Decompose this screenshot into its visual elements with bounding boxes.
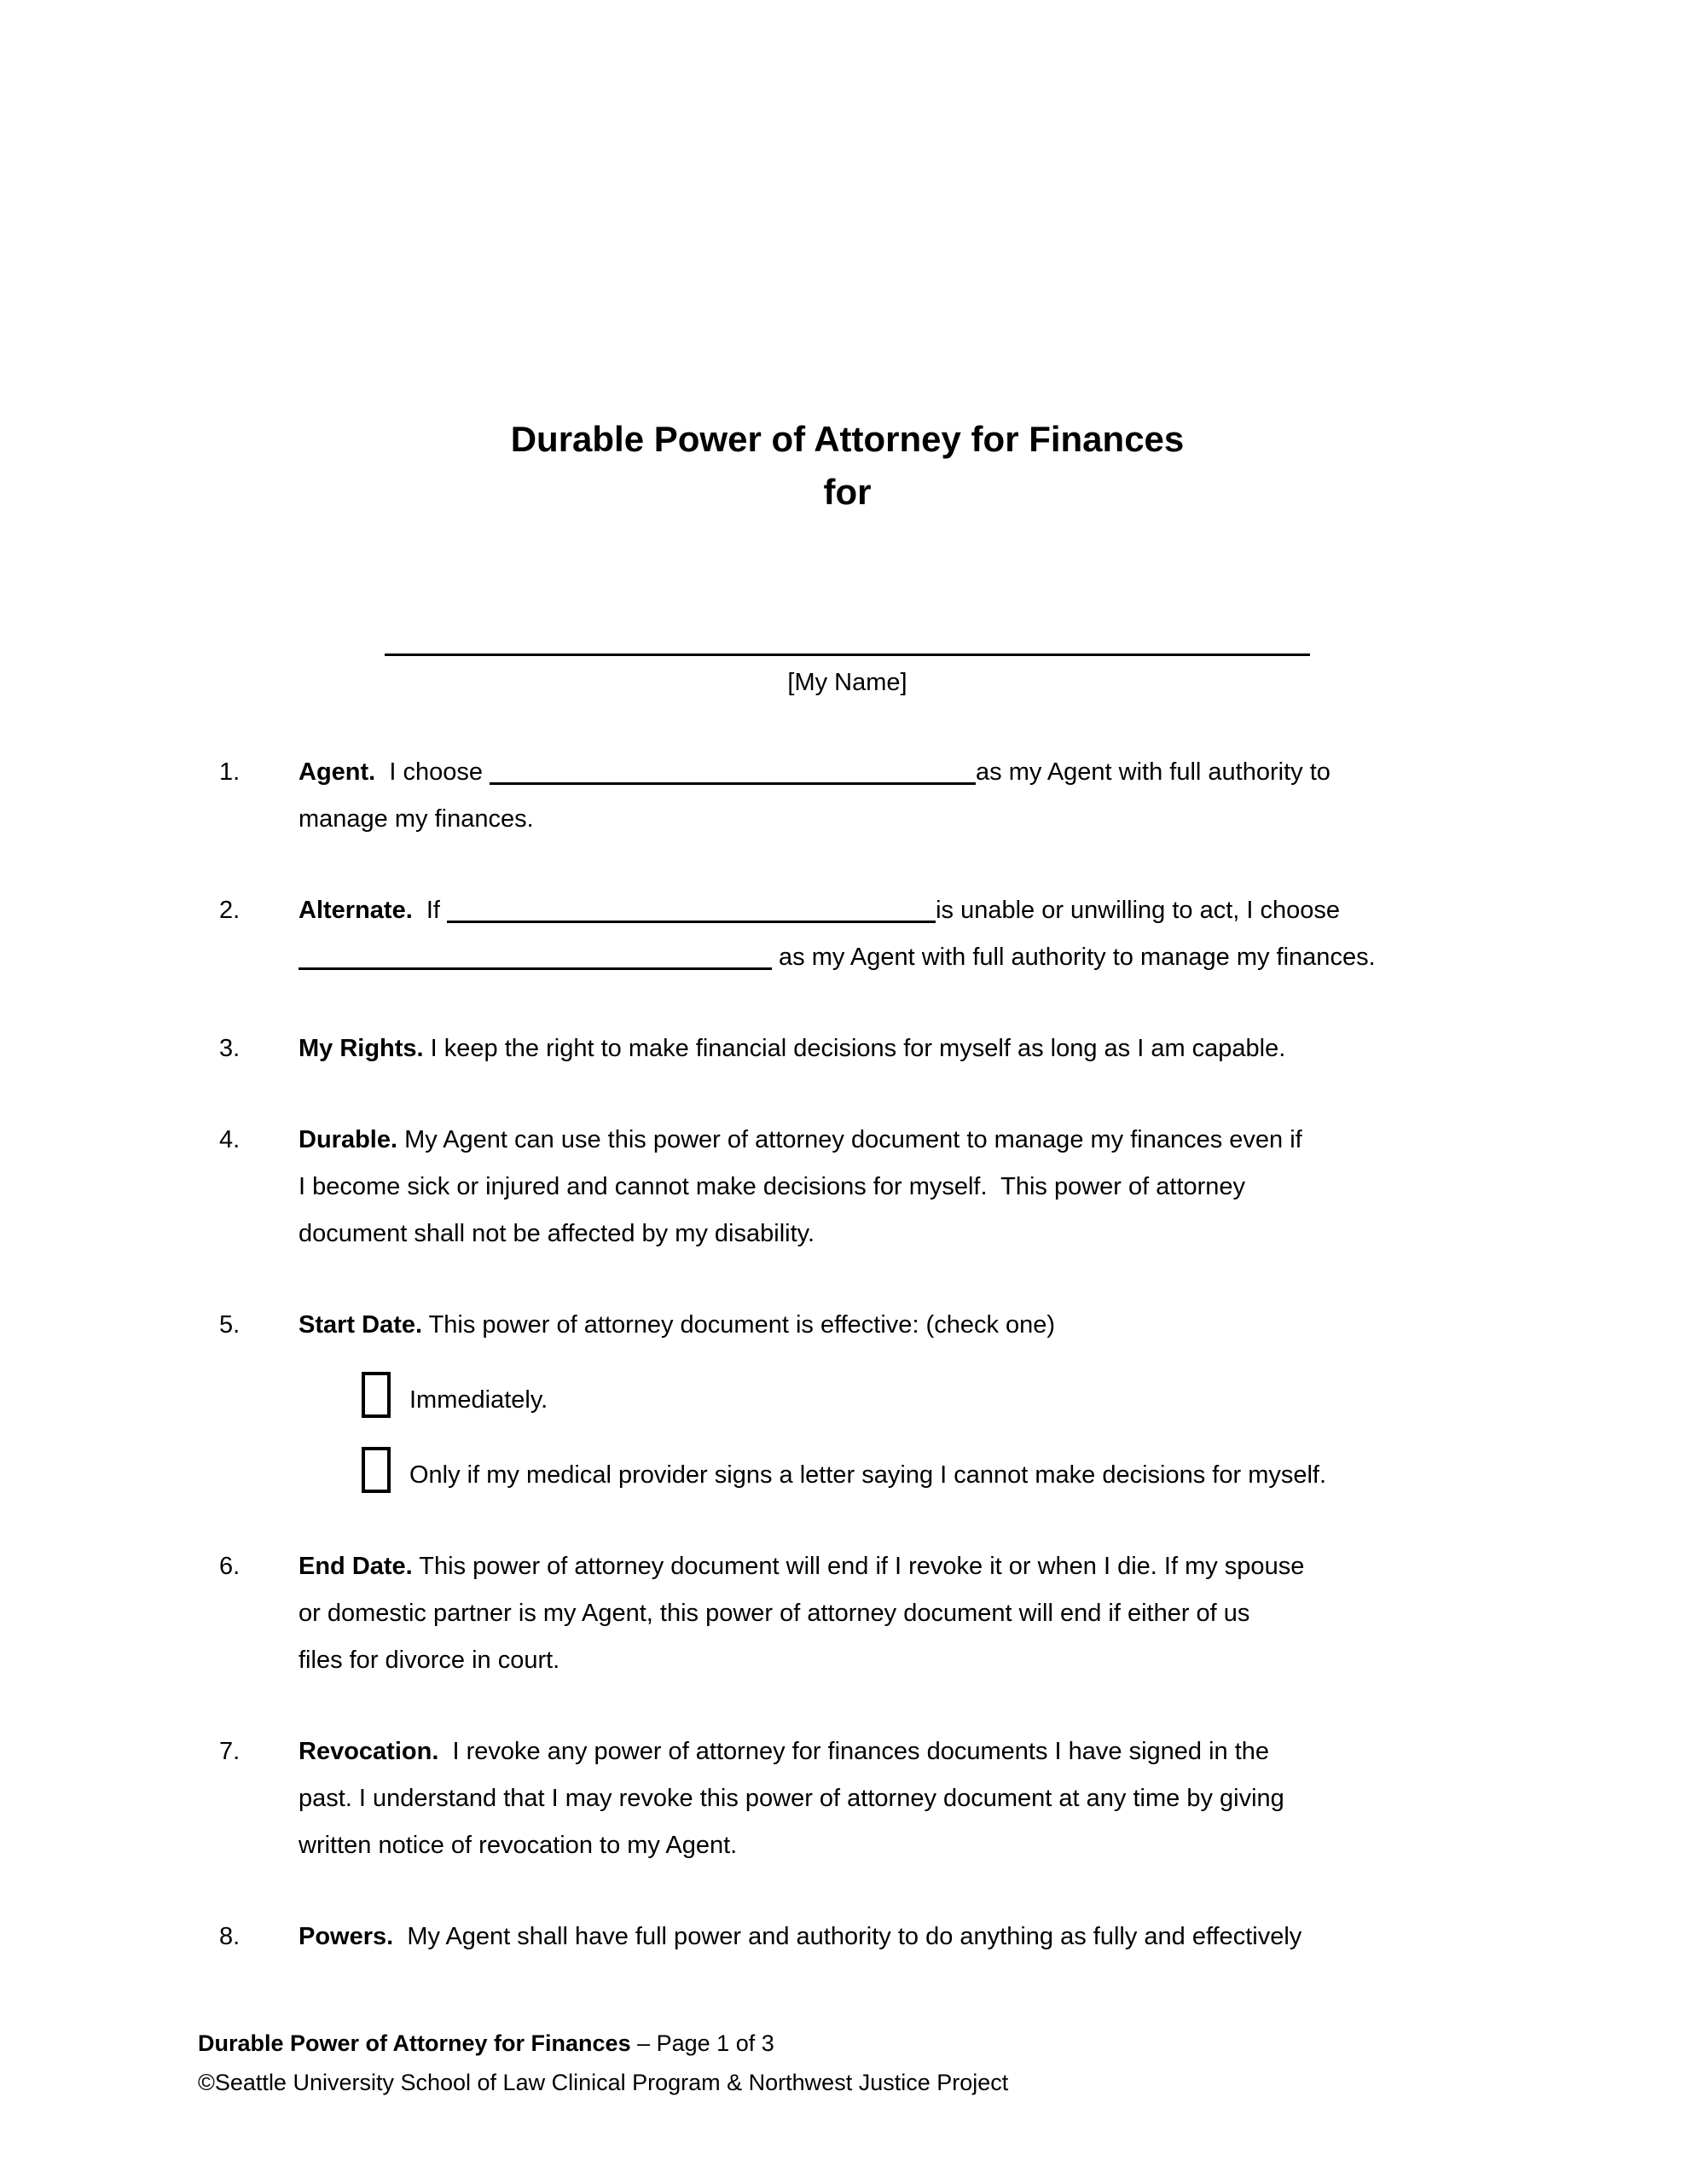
option-label: Only if my medical provider signs a letter saying I cannot make decisions for myself. [409, 1461, 1327, 1489]
document-title [198, 413, 1497, 519]
name-blank-line[interactable] [385, 653, 1310, 656]
item-content [299, 1914, 1497, 1960]
title-line-2: for [823, 472, 872, 512]
item-text: as my Agent with full authority to manage my finances. [772, 944, 1376, 971]
item-heading: Revocation. [299, 1738, 439, 1765]
list-item [198, 1543, 1497, 1684]
list-item [198, 887, 1497, 981]
item-content [299, 1302, 1497, 1499]
item-line [299, 1728, 1497, 1775]
item-line [299, 1302, 1497, 1349]
item-text: This power of attorney document is effective: (check one) [422, 1311, 1056, 1339]
blank-field[interactable] [299, 942, 772, 970]
item-line [299, 1211, 1497, 1258]
item-text: I choose [375, 758, 490, 786]
item-text: written notice of revocation to my Agent. [299, 1832, 738, 1859]
item-line [299, 887, 1497, 934]
item-heading: End Date. [299, 1553, 413, 1580]
list-item [198, 1728, 1497, 1869]
item-number: 5. [219, 1311, 241, 1339]
footer-page-info: – Page 1 of 3 [630, 2030, 774, 2056]
footer-doc-title: Durable Power of Attorney for Finances [198, 2030, 631, 2056]
list-item [198, 749, 1497, 843]
title-line-1: Durable Power of Attorney for Finances [510, 419, 1185, 459]
item-text: My Agent can use this power of attorney document to manage my finances even if [397, 1126, 1302, 1153]
item-text: as my Agent with full authority to [976, 758, 1330, 786]
item-line [299, 1775, 1497, 1822]
item-line [299, 1637, 1497, 1684]
item-text: My Agent shall have full power and authority to do anything as fully and effectively [393, 1923, 1302, 1950]
item-heading: Powers. [299, 1923, 394, 1950]
item-number: 7. [219, 1738, 241, 1765]
item-line [299, 1025, 1497, 1072]
item-text: past. I understand that I may revoke this power of attorney document at any time by giving [299, 1785, 1284, 1812]
checkbox-option [299, 1372, 1497, 1424]
item-line [299, 1822, 1497, 1869]
item-heading: Start Date. [299, 1311, 423, 1339]
item-line [299, 1590, 1497, 1637]
blank-field[interactable] [447, 895, 936, 923]
item-content [299, 749, 1497, 843]
item-text: manage my finances. [299, 805, 534, 833]
item-number: 1. [219, 758, 241, 786]
item-line [299, 1914, 1497, 1960]
list-item [198, 1914, 1497, 1960]
item-line [299, 934, 1497, 981]
item-line [299, 796, 1497, 843]
item-heading: My Rights. [299, 1035, 424, 1062]
item-content [299, 1117, 1497, 1258]
page-footer [198, 2024, 1008, 2102]
checkbox-icon[interactable] [362, 1372, 391, 1418]
item-heading: Alternate. [299, 897, 413, 924]
name-caption: [My Name] [787, 669, 907, 696]
footer-line-1 [198, 2024, 1008, 2063]
item-number: 6. [219, 1553, 241, 1580]
list-item [198, 1117, 1497, 1258]
option-label: Immediately. [409, 1386, 548, 1414]
item-text: is unable or unwilling to act, I choose [936, 897, 1341, 924]
item-line [299, 1164, 1497, 1211]
item-line [299, 749, 1497, 796]
checkbox-option [299, 1447, 1497, 1499]
checkbox-icon[interactable] [362, 1447, 391, 1493]
footer-copyright: ©Seattle University School of Law Clinical Program & Northwest Justice Project [198, 2070, 1009, 2095]
item-text: files for divorce in court. [299, 1647, 560, 1674]
item-content [299, 1728, 1497, 1869]
blank-field[interactable] [490, 757, 976, 785]
list-item [198, 1302, 1497, 1499]
item-heading: Agent. [299, 758, 376, 786]
item-number: 4. [219, 1126, 241, 1153]
item-number: 8. [219, 1923, 241, 1950]
items-list [198, 749, 1497, 1960]
item-text: I become sick or injured and cannot make decisions for myself. This power of attorney [299, 1173, 1246, 1200]
item-number: 2. [219, 897, 241, 924]
item-text: I revoke any power of attorney for finances documents I have signed in the [438, 1738, 1270, 1765]
item-line [299, 1543, 1497, 1590]
item-content [299, 1025, 1497, 1072]
item-line [299, 1117, 1497, 1164]
item-text: or domestic partner is my Agent, this power of attorney document will end if either of us [299, 1600, 1250, 1627]
item-text: document shall not be affected by my disability. [299, 1220, 815, 1247]
item-content [299, 1543, 1497, 1684]
item-number: 3. [219, 1035, 241, 1062]
item-text: This power of attorney document will end if I revoke it or when I die. If my spouse [412, 1553, 1305, 1580]
item-content [299, 887, 1497, 981]
item-text: I keep the right to make financial decisions for myself as long as I am capable. [423, 1035, 1286, 1062]
item-text: If [412, 897, 448, 924]
item-heading: Durable. [299, 1126, 398, 1153]
list-item [198, 1025, 1497, 1072]
